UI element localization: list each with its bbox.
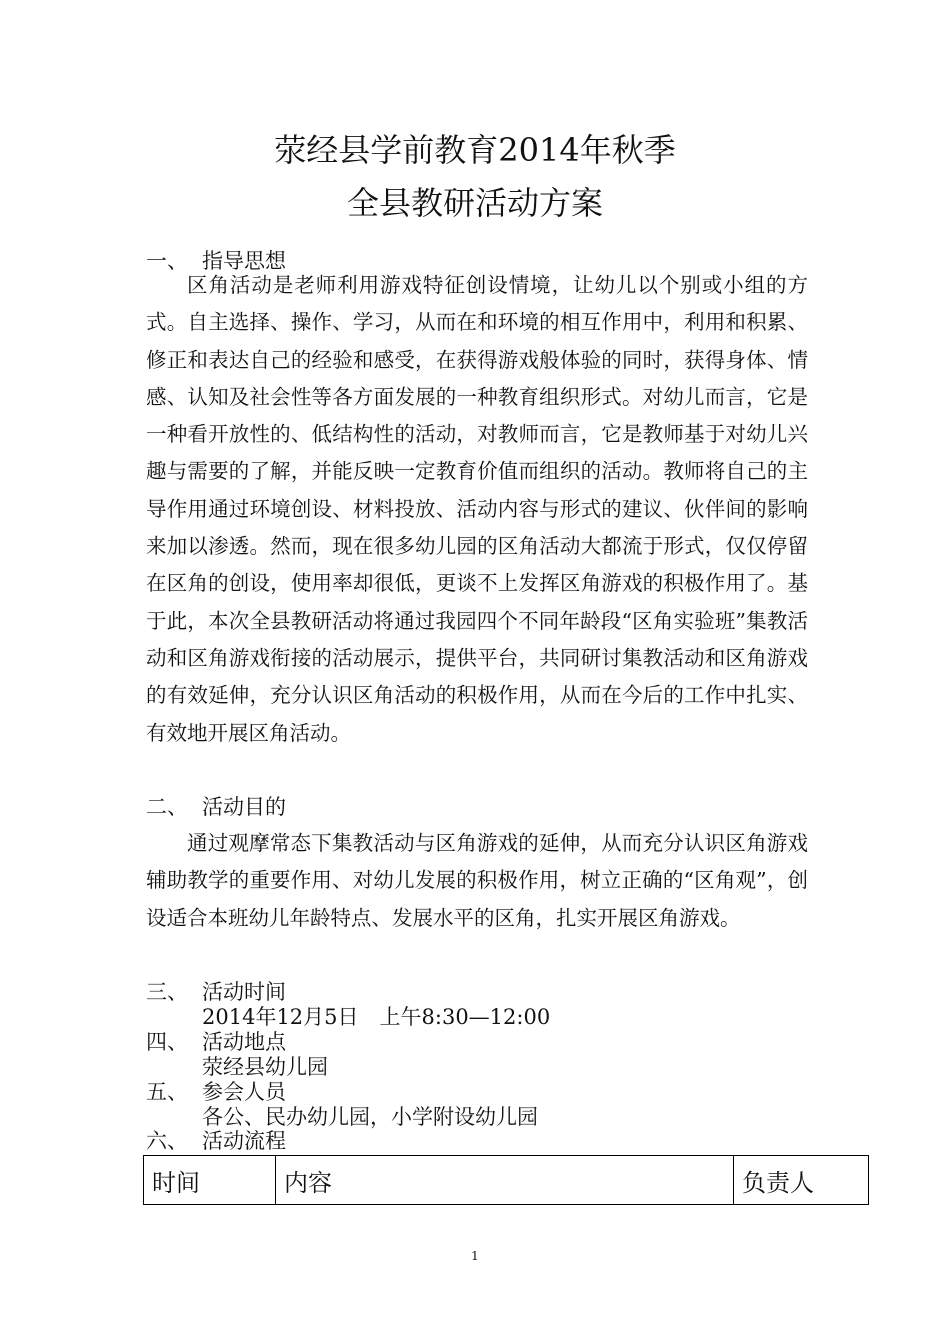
section-body-purpose: 通过观摩常态下集教活动与区角游戏的延伸，从而充分认识区角游戏辅助教学的重要作用、对幼儿发展的积极作用，树立正确的“区角观”，创设适合本班幼儿年龄特点、发展水平的区角，扎实开展区角游戏。	[146, 831, 808, 930]
section-title: 参会人员	[202, 1080, 286, 1104]
document-title-line2: 全县教研活动方案	[346, 184, 603, 222]
section-number: 六、	[146, 1129, 188, 1153]
section-title: 活动地点	[202, 1030, 286, 1054]
section-heading-process	[146, 1129, 286, 1153]
table-header-row	[144, 1156, 869, 1205]
section-heading-location	[146, 1030, 286, 1054]
table-header-content: 内容	[276, 1156, 734, 1205]
section-number: 五、	[146, 1080, 188, 1104]
activity-process-table	[143, 1155, 869, 1205]
section-number: 一、	[146, 249, 188, 273]
section-title: 指导思想	[202, 249, 286, 273]
table-header-responsible: 负责人	[734, 1156, 869, 1205]
section-title: 活动流程	[202, 1129, 286, 1153]
section-title: 活动时间	[202, 980, 286, 1004]
page-number: 1	[471, 1249, 479, 1263]
activity-time-detail: 2014年12月5日 上午8:30—12:00	[202, 1005, 551, 1029]
section-number: 三、	[146, 980, 188, 1004]
table-header-time: 时间	[144, 1156, 276, 1205]
section-number: 四、	[146, 1030, 188, 1054]
attendees-detail: 各公、民办幼儿园，小学附设幼儿园	[202, 1105, 538, 1129]
section-heading-time	[146, 980, 286, 1004]
section-title: 活动目的	[202, 795, 286, 819]
document-title-line1: 荥经县学前教育2014年秋季	[274, 131, 676, 169]
section-number: 二、	[146, 795, 188, 819]
section-heading-purpose	[146, 795, 286, 819]
section-body-guiding-idea: 区角活动是老师利用游戏特征创设情境，让幼儿以个别或小组的方式。自主选择、操作、学习，从而在和环境的相互作用中，利用和积累、修正和表达自己的经验和感受，在获得游戏般体验的同时，获得身体、情感、认知及社会性等各方面发展的一种教育组织形式。对幼儿而言，它是一种看开放性的、低结构性的活动，对教师而言，它是教师基于对幼儿兴趣与需要的了解，并能反映一定教育价值而组织的活动。教师将自己的主导作用通过环境创设、材料投放、活动内容与形式的建议、伙伴间的影响来加以渗透。然而，现在很多幼儿园的区角活动大都流于形式，仅仅停留在区角的创设，使用率却很低，更谈不上发挥区角游戏的积极作用了。基于此，本次全县教研活动将通过我园四个不同年龄段“区角实验班”集教活动和区角游戏衔接的活动展示，提供平台，共同研讨集教活动和区角游戏的有效延伸，充分认识区角活动的积极作用，从而在今后的工作中扎实、有效地开展区角活动。	[146, 273, 808, 745]
activity-location-detail: 荥经县幼儿园	[202, 1055, 328, 1079]
section-heading-attendees	[146, 1080, 286, 1104]
